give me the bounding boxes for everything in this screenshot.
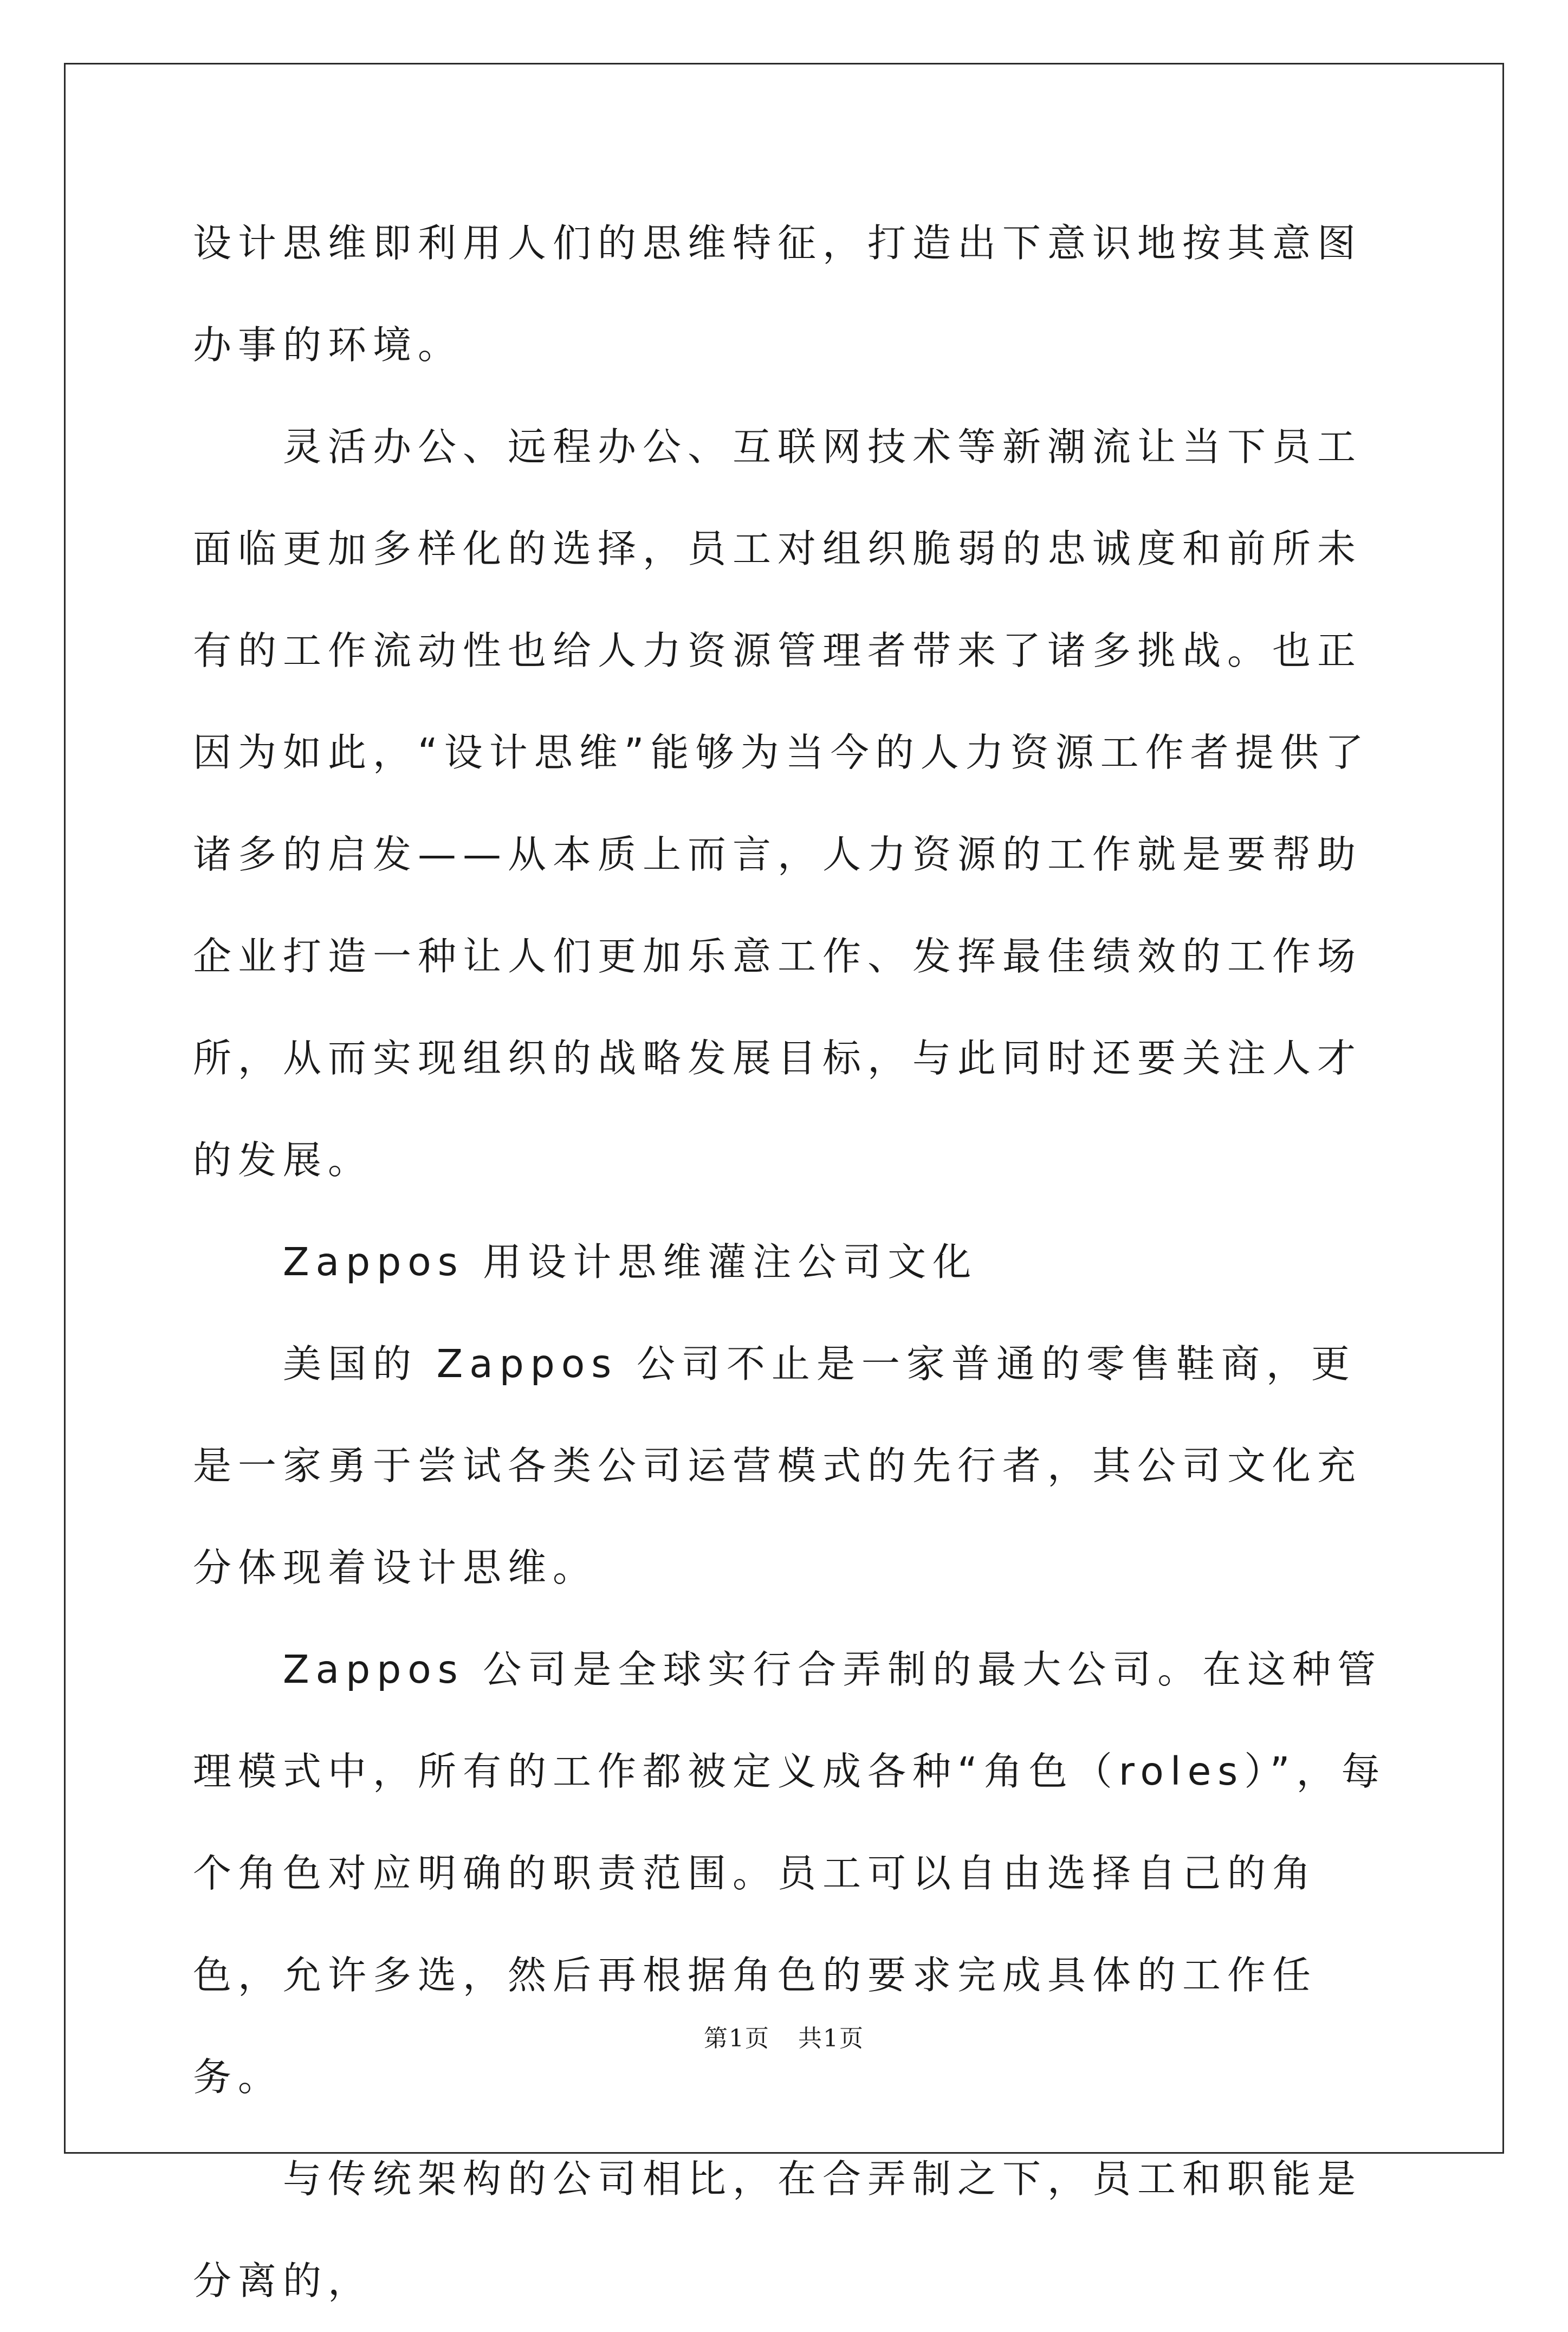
paragraph-1: 设计思维即利用人们的思维特征，打造出下意识地按其意图办事的环境。	[193, 221, 1363, 367]
page-number: 第1页	[704, 2025, 770, 2052]
paragraph-5: 与传统架构的公司相比，在合弄制之下，员工和职能是分离的，	[193, 2156, 1363, 2303]
paragraph-2: 灵活办公、远程办公、互联网技术等新潮流让当下员工面临更加多样化的选择，员工对组织脆弱的忠诚度和前所未有的工作流动性也给人力资源管理者带来了诸多挑战。也正因为如此，“设计思维”能够为当今的人力资源工作者提供了诸多的启发——从本质上而言，人力资源的工作就是要帮助企业打造一种让人们更加乐意工作、发挥最佳绩效的工作场所，从而实现组织的战略发展目标，与此同时还要关注人才的发展。	[193, 424, 1370, 1183]
paragraph-4: Zappos 公司是全球实行合弄制的最大公司。在这种管理模式中，所有的工作都被定义成各种“角色（roles）”，每个角色对应明确的职责范围。员工可以自由选择自己的角色，允许多选，然后再根据角色的要求完成具体的工作任务。	[193, 1647, 1386, 2100]
document-body	[193, 192, 1396, 2332]
section-heading: Zappos 用设计思维灌注公司文化	[283, 1239, 978, 1284]
paragraph-3: 美国的 Zappos 公司不止是一家普通的零售鞋商，更是一家勇于尝试各类公司运营模式的先行者，其公司文化充分体现着设计思维。	[193, 1341, 1363, 1590]
page-total: 共1页	[798, 2025, 864, 2052]
page-footer	[0, 2019, 1568, 2053]
